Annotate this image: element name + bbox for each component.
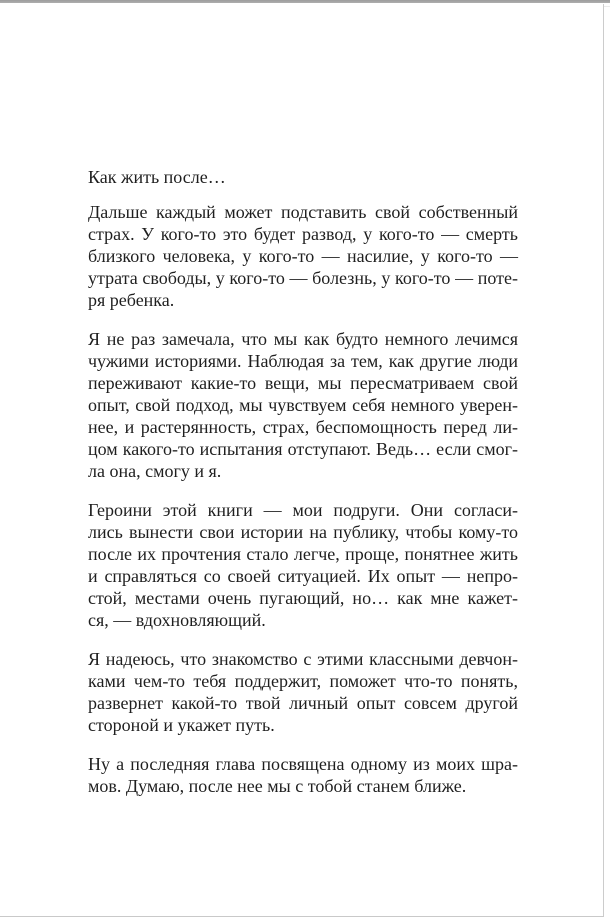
paragraph: [88, 648, 518, 736]
paragraph: [88, 201, 518, 311]
book-page: [0, 4, 604, 917]
text-line: чужими историями. Наблюдая за тем, как другие люди: [88, 351, 518, 371]
text-line: Я надеюсь, что знакомство с этими классными девчон-: [88, 649, 518, 669]
paragraph: [88, 499, 518, 631]
text-line: и справляться со своей ситуацией. Их опыт — непро-: [88, 566, 518, 586]
text-line: ся, — вдохновляющий.: [88, 610, 266, 630]
text-line: развернет какой-то твой личный опыт совсем другой: [88, 693, 518, 713]
text-line: переживают какие-то вещи, мы пересматриваем свой: [88, 373, 518, 393]
text-line: мов. Думаю, после нее мы с тобой станем ближе.: [88, 776, 467, 796]
text-line: Героини этой книги — мои подруги. Они согласи-: [88, 500, 518, 520]
opening-line: Как жить после…: [88, 167, 226, 187]
text-line: Ну а последняя глава посвящена одному из моих шра-: [88, 754, 518, 774]
text-line: опыт, свой подход, мы чувствуем себя немного уверен-: [88, 395, 518, 415]
paragraphs-container: [88, 201, 518, 797]
text-line: страх. У кого-то это будет развод, у кого-то — смерть: [88, 224, 518, 244]
page-text: [88, 166, 518, 814]
text-line: близкого человека, у кого-то — насилие, у кого-то —: [88, 246, 518, 266]
window-top-edge-bar: [0, 0, 610, 3]
text-line: утрата свободы, у кого-то — болезнь, у кого-то — поте-: [88, 268, 518, 288]
paragraph: [88, 328, 518, 482]
text-line: ла она, смогу и я.: [88, 461, 222, 481]
text-line: лись вынести свои истории на публику, чтобы кому-то: [88, 522, 518, 542]
text-line: ря ребенка.: [88, 290, 175, 310]
text-line: ками чем-то тебя поддержит, поможет что-то понять,: [88, 671, 518, 691]
paragraph: [88, 753, 518, 797]
text-line: после их прочтения стало легче, проще, понятнее жить: [88, 544, 518, 564]
text-line: стой, местами очень пугающий, но… как мне кажет-: [88, 588, 518, 608]
text-line: Я не раз замечала, что мы как будто немного лечимся: [88, 329, 518, 349]
text-line: цом какого-то испытания отступают. Ведь… если смог-: [88, 439, 518, 459]
text-line: нее, и растерянность, страх, беспомощность перед ли-: [88, 417, 518, 437]
text-line: стороной и укажет путь.: [88, 715, 275, 735]
text-line: Дальше каждый может подставить свой собственный: [88, 202, 518, 222]
